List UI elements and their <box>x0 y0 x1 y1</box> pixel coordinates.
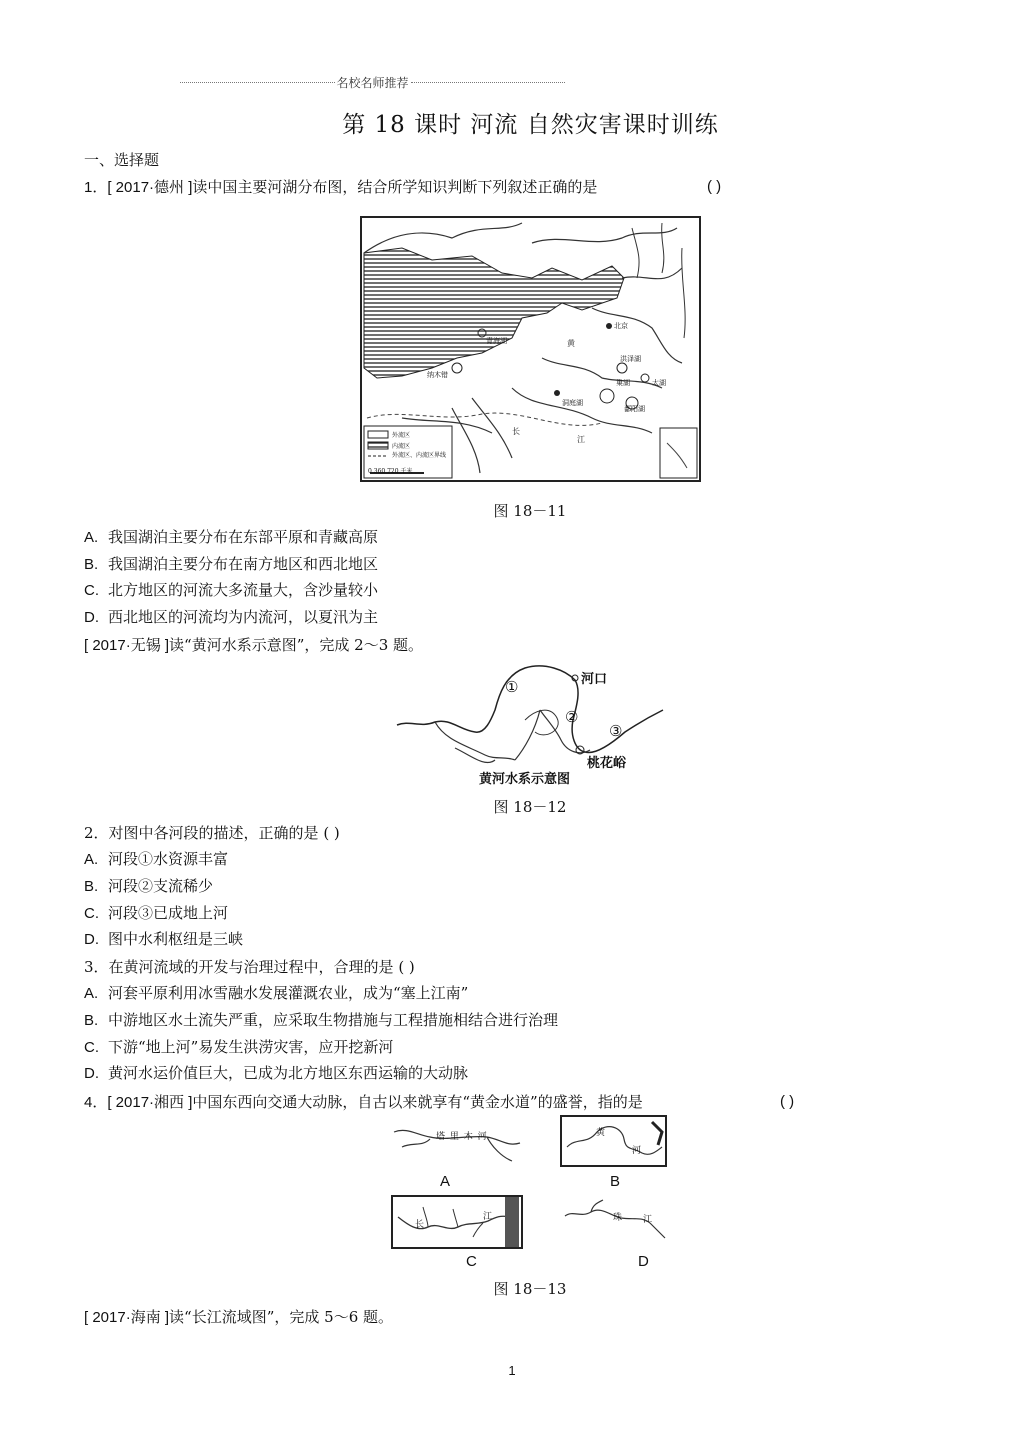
q4-src: [ 2017·湘西 ] <box>107 1094 193 1111</box>
fig-d-letter: D <box>638 1253 649 1270</box>
intro-5-6-src: [ 2017·海南 ] <box>84 1309 170 1326</box>
label-taihu: 太湖 <box>652 379 666 387</box>
q4-stem <box>84 1092 643 1113</box>
page-number: 1 <box>508 1363 516 1378</box>
q1-option-b: B. 我国湖泊主要分布在南方地区和西北地区 <box>84 555 379 573</box>
label-hongzehu: 洪泽湖 <box>620 355 641 363</box>
fig-a-label: 塔 里 木 河 <box>436 1132 488 1142</box>
page-header <box>180 74 565 91</box>
fig-b-yellow-river <box>560 1115 667 1167</box>
label-hekou: 河口 <box>581 671 608 686</box>
q2-stem: 2．对图中各河段的描述，正确的是 ( ) <box>84 824 340 842</box>
fig-d-label-1: 珠 <box>613 1213 623 1223</box>
label-jiang: 江 <box>577 435 585 444</box>
mark-1: ① <box>505 679 519 696</box>
q1-src: [ 2017·德州 ] <box>107 179 193 196</box>
fig-d-label-2: 江 <box>643 1215 653 1225</box>
label-poyanghu: 鄱阳湖 <box>624 405 645 413</box>
fig-c-label-1: 长 <box>415 1220 425 1230</box>
label-chang: 长 <box>512 427 520 436</box>
fig-b-letter: B <box>610 1173 621 1190</box>
q1-stem <box>84 177 597 198</box>
page-title: 第 18 课时 河流 自然灾害课时训练 <box>342 112 719 138</box>
legend-inflow: 内流区 <box>392 443 411 450</box>
q3-option-c: C. 下游“地上河”易发生洪涝灾害，应开挖新河 <box>84 1038 394 1056</box>
q2-option-b: B. 河段②支流稀少 <box>84 877 214 895</box>
caption-18-12: 图 18－12 <box>493 798 567 816</box>
q1-num: 1． <box>84 179 108 196</box>
q1-text: 读中国主要河湖分布图，结合所学知识判断下列叙述正确的是 <box>192 178 598 196</box>
mark-2: ② <box>565 709 579 726</box>
q2-option-d: D. 图中水利枢纽是三峡 <box>84 930 244 948</box>
fig-c-label-2: 江 <box>483 1212 493 1222</box>
caption-18-13: 图 18－13 <box>493 1280 567 1298</box>
label-namco: 纳木错 <box>427 371 448 379</box>
label-taohuayu: 桃花峪 <box>587 755 627 770</box>
caption-18-11: 图 18－11 <box>493 502 567 520</box>
header-rule-right <box>411 82 566 83</box>
fig-a-tarim-river <box>392 1117 522 1165</box>
intro-2-3 <box>84 635 423 656</box>
china-river-map <box>360 216 701 482</box>
q4-paren: ( ) <box>780 1093 795 1110</box>
section-heading: 一、选择题 <box>84 151 160 169</box>
fig-b-label-1: 黄 <box>596 1128 606 1138</box>
mark-3: ③ <box>609 723 623 740</box>
q1-option-d: D. 西北地区的河流均为内流河，以夏汛为主 <box>84 608 379 626</box>
yellow-river-map <box>395 660 665 788</box>
yellow-map-title: 黄河水系示意图 <box>479 771 571 786</box>
map-scale: 0 360 720 千米 <box>368 468 413 475</box>
intro-5-6-text: 读“长江流域图”，完成 5～6 题。 <box>169 1308 394 1326</box>
intro-2-3-text: 读“黄河水系示意图”，完成 2～3 题。 <box>169 636 424 654</box>
legend-boundary: 外流区、内流区界线 <box>392 452 447 459</box>
q4-text: 中国东西向交通大动脉，自古以来就享有“黄金水道”的盛誉，指的是 <box>192 1093 643 1111</box>
q2-option-a: A. 河段①水资源丰富 <box>84 850 229 868</box>
fig-c-yangtze-river <box>391 1195 523 1249</box>
label-beijing: 北京 <box>614 322 628 330</box>
header-rule-left <box>180 82 335 83</box>
q3-option-b: B. 中游地区水土流失严重，应采取生物措施与工程措施相结合进行治理 <box>84 1011 559 1029</box>
fig-c-letter: C <box>466 1253 477 1270</box>
fig-a-letter: A <box>440 1173 451 1190</box>
legend-outflow: 外流区 <box>392 432 411 439</box>
q1-paren: ( ) <box>707 178 722 195</box>
intro-2-3-src: [ 2017·无锡 ] <box>84 637 170 654</box>
label-chaohu: 巢湖 <box>616 379 630 387</box>
fig-b-label-2: 河 <box>632 1146 642 1156</box>
q1-option-c: C. 北方地区的河流大多流量大，含沙量较小 <box>84 581 379 599</box>
fig-d-pearl-river <box>563 1198 667 1242</box>
q2-option-c: C. 河段③已成地上河 <box>84 904 229 922</box>
q1-option-a: A. 我国湖泊主要分布在东部平原和青藏高原 <box>84 528 379 546</box>
intro-5-6 <box>84 1307 393 1328</box>
header-text: 名校名师推荐 <box>336 76 409 90</box>
q3-stem: 3．在黄河流域的开发与治理过程中，合理的是 ( ) <box>84 958 415 976</box>
q4-num: 4． <box>84 1094 108 1111</box>
china-map-svg <box>362 218 699 480</box>
label-dongtinghu: 洞庭湖 <box>562 399 583 407</box>
label-qinghaihu: 青海湖 <box>486 337 507 345</box>
label-huang: 黄 <box>567 339 575 348</box>
q3-option-a: A. 河套平原利用冰雪融水发展灌溉农业，成为“塞上江南” <box>84 984 469 1002</box>
q3-option-d: D. 黄河水运价值巨大，已成为北方地区东西运输的大动脉 <box>84 1064 469 1082</box>
